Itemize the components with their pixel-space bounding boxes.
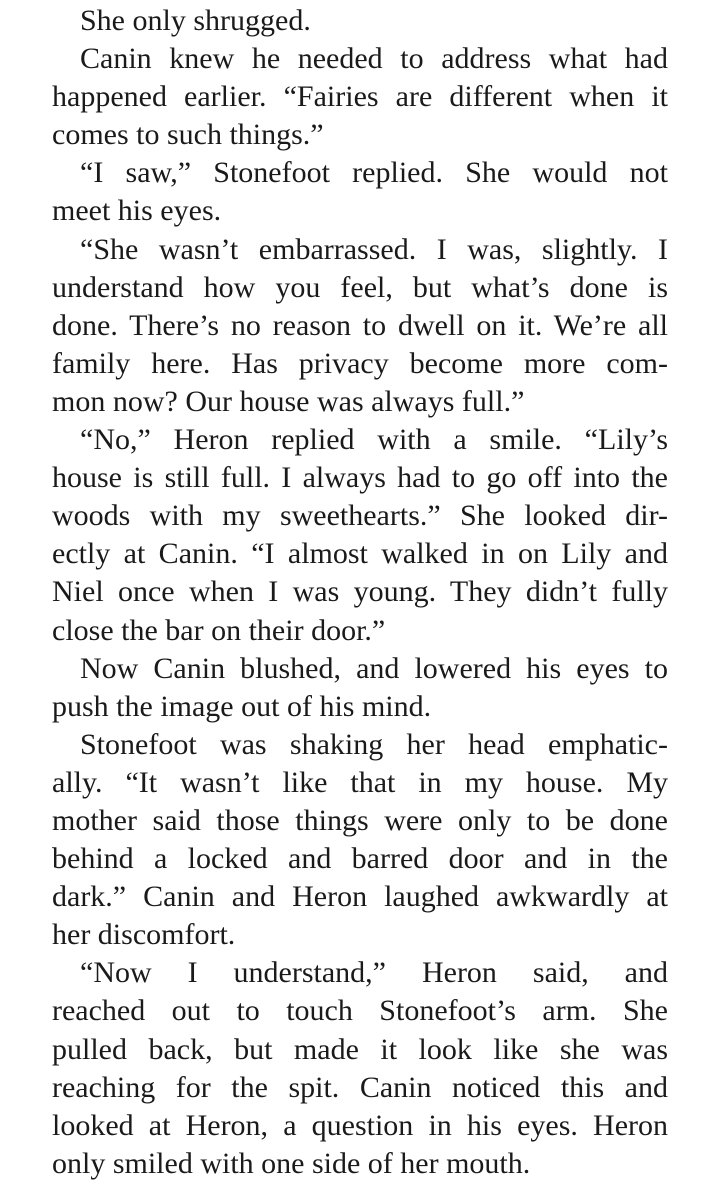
paragraph bbox=[52, 40, 668, 154]
paragraph bbox=[52, 421, 668, 650]
text-line: woods with my sweethearts.” She looked dir- bbox=[52, 499, 668, 533]
text-line: push the image out of his mind. bbox=[52, 689, 432, 723]
text-line: reached out to touch Stonefoot’s arm. She bbox=[52, 994, 668, 1028]
paragraph bbox=[52, 2, 668, 40]
text-line: Niel once when I was young. They didn’t fully bbox=[52, 575, 668, 609]
text-line: Canin knew he needed to address what had bbox=[80, 42, 668, 76]
text-line: ectly at Canin. “I almost walked in on Lily and bbox=[52, 537, 668, 571]
text-line: meet his eyes. bbox=[52, 194, 222, 228]
paragraph bbox=[52, 650, 668, 726]
text-line: house is still full. I always had to go off into the bbox=[52, 461, 668, 495]
text-line: family here. Has privacy become more com- bbox=[52, 346, 668, 380]
text-line: “She wasn’t embarrassed. I was, slightly. I bbox=[80, 232, 668, 266]
text-line: “No,” Heron replied with a smile. “Lily’s bbox=[80, 423, 668, 457]
text-line: comes to such things.” bbox=[52, 118, 324, 152]
text-line: understand how you feel, but what’s done is bbox=[52, 270, 668, 304]
text-line: pulled back, but made it look like she was bbox=[52, 1032, 668, 1066]
text-line: “Now I understand,” Heron said, and bbox=[80, 956, 668, 990]
text-line: mon now? Our house was always full.” bbox=[52, 384, 525, 418]
text-line: ally. “It wasn’t like that in my house. My bbox=[52, 765, 668, 799]
text-line: She only shrugged. bbox=[80, 4, 311, 37]
text-line: close the bar on their door.” bbox=[52, 613, 386, 647]
text-line: done. There’s no reason to dwell on it. We’re all bbox=[52, 308, 668, 342]
text-line: reaching for the spit. Canin noticed this and bbox=[52, 1070, 668, 1104]
text-column bbox=[52, 2, 668, 1183]
paragraph bbox=[52, 154, 668, 230]
text-line: dark.” Canin and Heron laughed awkwardly at bbox=[52, 880, 668, 914]
paragraph bbox=[52, 231, 668, 421]
text-line: her discomfort. bbox=[52, 918, 236, 952]
text-line: behind a locked and barred door and in the bbox=[52, 842, 668, 876]
text-line: mother said those things were only to be done bbox=[52, 803, 668, 837]
text-line: Stonefoot was shaking her head emphatic- bbox=[80, 727, 668, 761]
text-line: “I saw,” Stonefoot replied. She would not bbox=[80, 156, 668, 190]
text-line: Now Canin blushed, and lowered his eyes to bbox=[80, 651, 668, 685]
text-line: only smiled with one side of her mouth. bbox=[52, 1146, 531, 1180]
paragraph bbox=[52, 726, 668, 955]
paragraph bbox=[52, 954, 668, 1183]
text-line: happened earlier. “Fairies are different when it bbox=[52, 80, 668, 114]
text-line: looked at Heron, a question in his eyes. Heron bbox=[52, 1108, 668, 1142]
